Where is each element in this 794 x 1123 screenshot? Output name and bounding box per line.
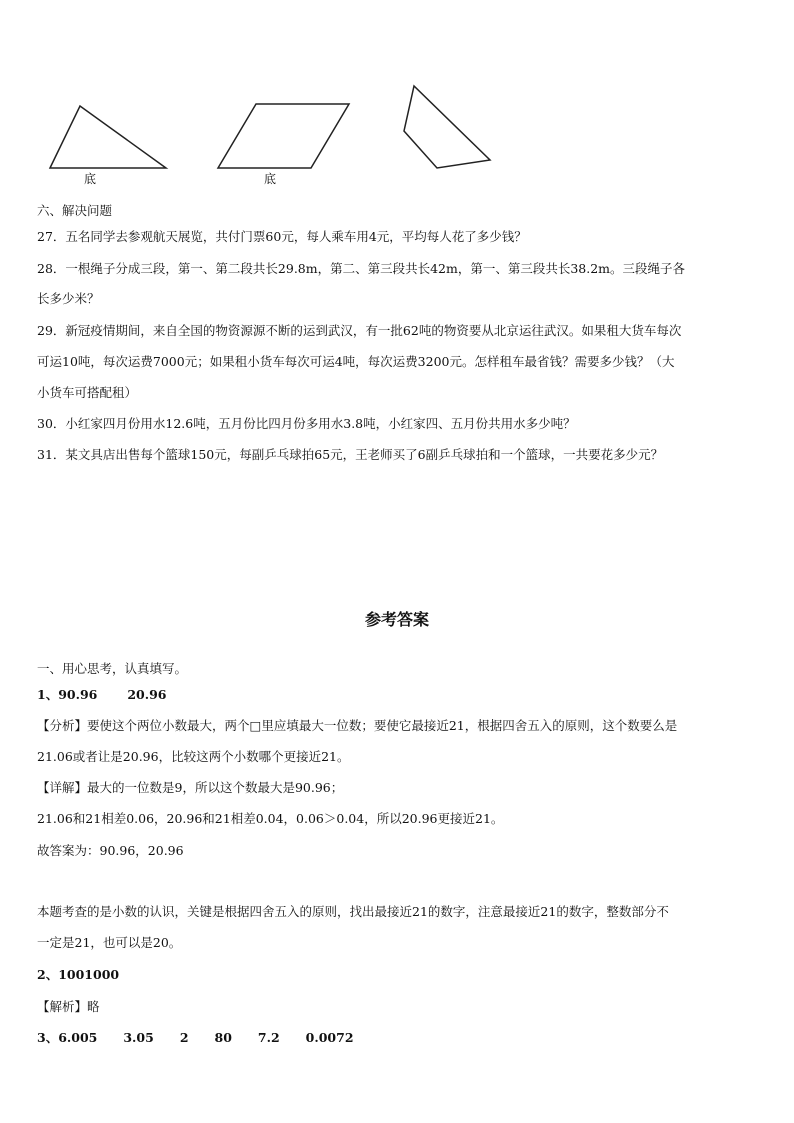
answer-value: 0.0072 (305, 1030, 354, 1045)
analysis-text: 要使这个两位小数最大，两个□里应填最大一位数；要使它最接近21，根据四舍五入的原则，这个数要么是 (87, 718, 678, 733)
analysis-line2: 21.06或者让是20.96，比较这两个小数哪个更接近21。 (37, 749, 350, 764)
analysis-tag: 【解析】 (37, 999, 88, 1014)
detail-tag: 【详解】 (37, 780, 88, 795)
answer-label: 1、 (37, 687, 59, 702)
answer-value: 80 (214, 1030, 232, 1045)
detail-text: 最大的一位数是9，所以这个数最大是90.96； (87, 780, 344, 795)
question-text: 一根绳子分成三段，第一、第二段共长29.8m，第二、第三段共长42m，第一、第三段共长38.2m。三段绳子各 (65, 261, 686, 276)
question-31 (37, 446, 764, 464)
detail-line2: 21.06和21相差0.06，20.96和21相差0.04，0.06＞0.04，所以20.96更接近21。 (37, 811, 504, 826)
triangle-figure (50, 106, 166, 168)
question-text: 小红家四月份用水12.6吨，五月份比四月份多用水3.8吨，小红家四、五月份共用水多少吨？ (65, 416, 576, 431)
parallelogram-figure (218, 104, 349, 168)
question-number: 29． (37, 323, 66, 338)
parallelogram-base-label: 底 (264, 172, 277, 186)
answer-3 (37, 1029, 764, 1047)
answer-value: 1001000 (58, 967, 120, 982)
question-29-line3: 小货车可搭配租） (37, 385, 138, 400)
analysis-text: 略 (87, 999, 100, 1014)
question-30 (37, 415, 764, 433)
answer-2 (37, 966, 764, 984)
comment-line2: 一定是21，也可以是20。 (37, 935, 182, 950)
question-number: 30． (37, 416, 66, 431)
answer-value: 3.05 (123, 1030, 154, 1045)
comment-line1: 本题考查的是小数的认识，关键是根据四舍五入的原则，找出最接近21的数字，注意最接近21的数字，整数部分不 (37, 904, 669, 919)
answers-section1-heading: 一、用心思考，认真填写。 (37, 661, 188, 676)
answer-value: 20.96 (127, 687, 167, 702)
answer-value: 90.96 (58, 687, 98, 702)
conclusion: 故答案为：90.96，20.96 (37, 843, 184, 858)
answer-1 (37, 686, 764, 704)
answers-title: 参考答案 (364, 610, 429, 629)
answer-2-analysis (37, 998, 764, 1016)
quadrilateral-figure (404, 86, 490, 168)
question-text: 五名同学去参观航天展览，共付门票60元，每人乘车用4元，平均每人花了多少钱？ (65, 229, 527, 244)
answer-value: 7.2 (257, 1030, 280, 1045)
answer-value: 6.005 (58, 1030, 98, 1045)
question-27 (37, 228, 764, 246)
detail-line1 (37, 779, 764, 797)
answer-value: 2 (179, 1030, 189, 1045)
question-number: 27． (37, 229, 66, 244)
question-29-line2: 可运10吨，每次运费7000元；如果租小货车每次可运4吨，每次运费3200元。怎样租车最省钱？需要多少钱？（大 (37, 354, 675, 369)
question-number: 28． (37, 261, 66, 276)
figure-drawings (0, 0, 794, 200)
analysis-line1 (37, 717, 764, 735)
question-text: 新冠疫情期间，来自全国的物资源源不断的运到武汉，有一批62吨的物资要从北京运往武汉。如果租大货车每次 (65, 323, 682, 338)
analysis-tag: 【分析】 (37, 718, 88, 733)
question-28-line1 (37, 260, 764, 278)
question-28-line2: 长多少米？ (37, 291, 100, 306)
question-text: 某文具店出售每个篮球150元，每副乒乓球拍65元，王老师买了6副乒乓球拍和一个篮球，一共要花多少元？ (65, 447, 664, 462)
answer-label: 2、 (37, 967, 59, 982)
section6-heading: 六、解决问题 (37, 203, 113, 218)
triangle-base-label: 底 (84, 172, 97, 186)
geometry-figures (0, 0, 794, 200)
question-29-line1 (37, 322, 764, 340)
question-number: 31． (37, 447, 66, 462)
answer-label: 3、 (37, 1030, 59, 1045)
